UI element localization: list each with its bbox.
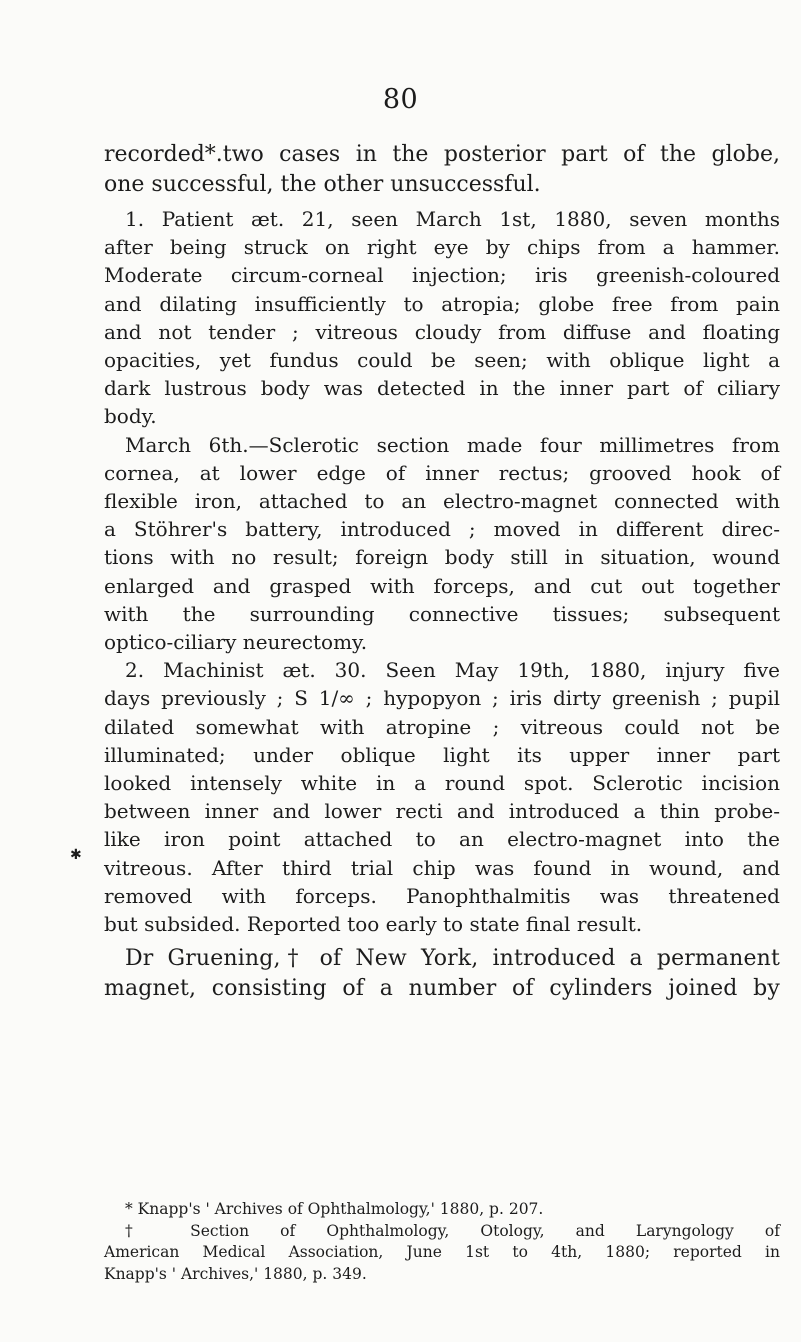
text-line: enlarged and grasped with forceps, and cut out together [104, 573, 780, 598]
body-text [104, 140, 780, 1004]
text-line: a Stöhrer's battery, introduced ; moved in different direc- [104, 517, 780, 542]
text-line: Moderate circum-corneal injection; iris greenish-coloured [104, 263, 780, 288]
text-line: and dilating insufficiently to atropia; globe free from pain [104, 291, 780, 316]
text-line: dilated somewhat with atropine ; vitreous could not be [104, 714, 780, 739]
text-line: 1. Patient æt. 21, seen March 1st, 1880, seven months [125, 207, 780, 231]
text-line: cornea, at lower edge of inner rectus; grooved hook of [104, 460, 780, 485]
text-line: with the surrounding connective tissues; subsequent [104, 601, 780, 626]
page-number: 80 [382, 84, 419, 115]
footnotes [104, 1199, 780, 1285]
text-line: and not tender ; vitreous cloudy from diffuse and floating [104, 319, 780, 344]
text-line: removed with forceps. Panophthalmitis was threatened [104, 883, 780, 908]
text-line: looked intensely white in a round spot. Sclerotic incision [104, 771, 780, 796]
text-line: flexible iron, attached to an electro-magnet connected with [104, 489, 780, 514]
text-line: recorded*.two cases in the posterior part of the globe, [104, 142, 780, 167]
paragraph [104, 944, 780, 1004]
text-line: but subsided. Reported too early to state final result. [104, 912, 643, 937]
paragraph [104, 205, 780, 431]
text-line: after being struck on right eye by chips from a hammer. [104, 235, 780, 260]
text-line: tions with no result; foreign body still in situation, wound [104, 545, 780, 570]
text-line: Dr Gruening,† of New York, introduced a permanent [125, 946, 780, 972]
paragraph [104, 656, 780, 938]
text-line: like iron point attached to an electro-magnet into the [104, 827, 780, 852]
text-line: one successful, the other unsuccessful. [104, 172, 541, 197]
paragraph [104, 431, 780, 657]
text-line: vitreous. After third trial chip was found in wound, and [104, 855, 780, 880]
text-line: illuminated; under oblique light its upper inner part [104, 742, 780, 767]
text-line: 2. Machinist æt. 30. Seen May 19th, 1880, injury five [125, 658, 780, 683]
footnote [104, 1199, 780, 1221]
text-line: magnet, consisting of a number of cylinders joined by [104, 976, 780, 1002]
footnote-line: Knapp's ' Archives,' 1880, p. 349. [104, 1264, 367, 1283]
text-line: dark lustrous body was detected in the inner part of ciliary [104, 376, 780, 401]
footnote [104, 1221, 780, 1286]
paragraph [104, 140, 780, 200]
text-line: between inner and lower recti and introduced a thin probe- [104, 799, 780, 824]
footnote-line: † Section of Ophthalmology, Otology, and Laryngology of [125, 1221, 780, 1240]
footnote-line: American Medical Association, June 1st to 4th, 1880; reported in [104, 1243, 780, 1261]
text-line: optico-ciliary neurectomy. [104, 630, 368, 655]
text-line: days previously ; S 1/∞ ; hypopyon ; iris dirty greenish ; pupil [104, 686, 780, 711]
text-line: opacities, yet fundus could be seen; with oblique light a [104, 348, 780, 373]
margin-mark: ✱ [70, 847, 82, 863]
footnote-line: * Knapp's ' Archives of Ophthalmology,' 1880, p. 207. [125, 1200, 544, 1218]
text-line: body. [104, 404, 157, 429]
text-line: March 6th.—Sclerotic section made four millimetres from [125, 432, 780, 457]
